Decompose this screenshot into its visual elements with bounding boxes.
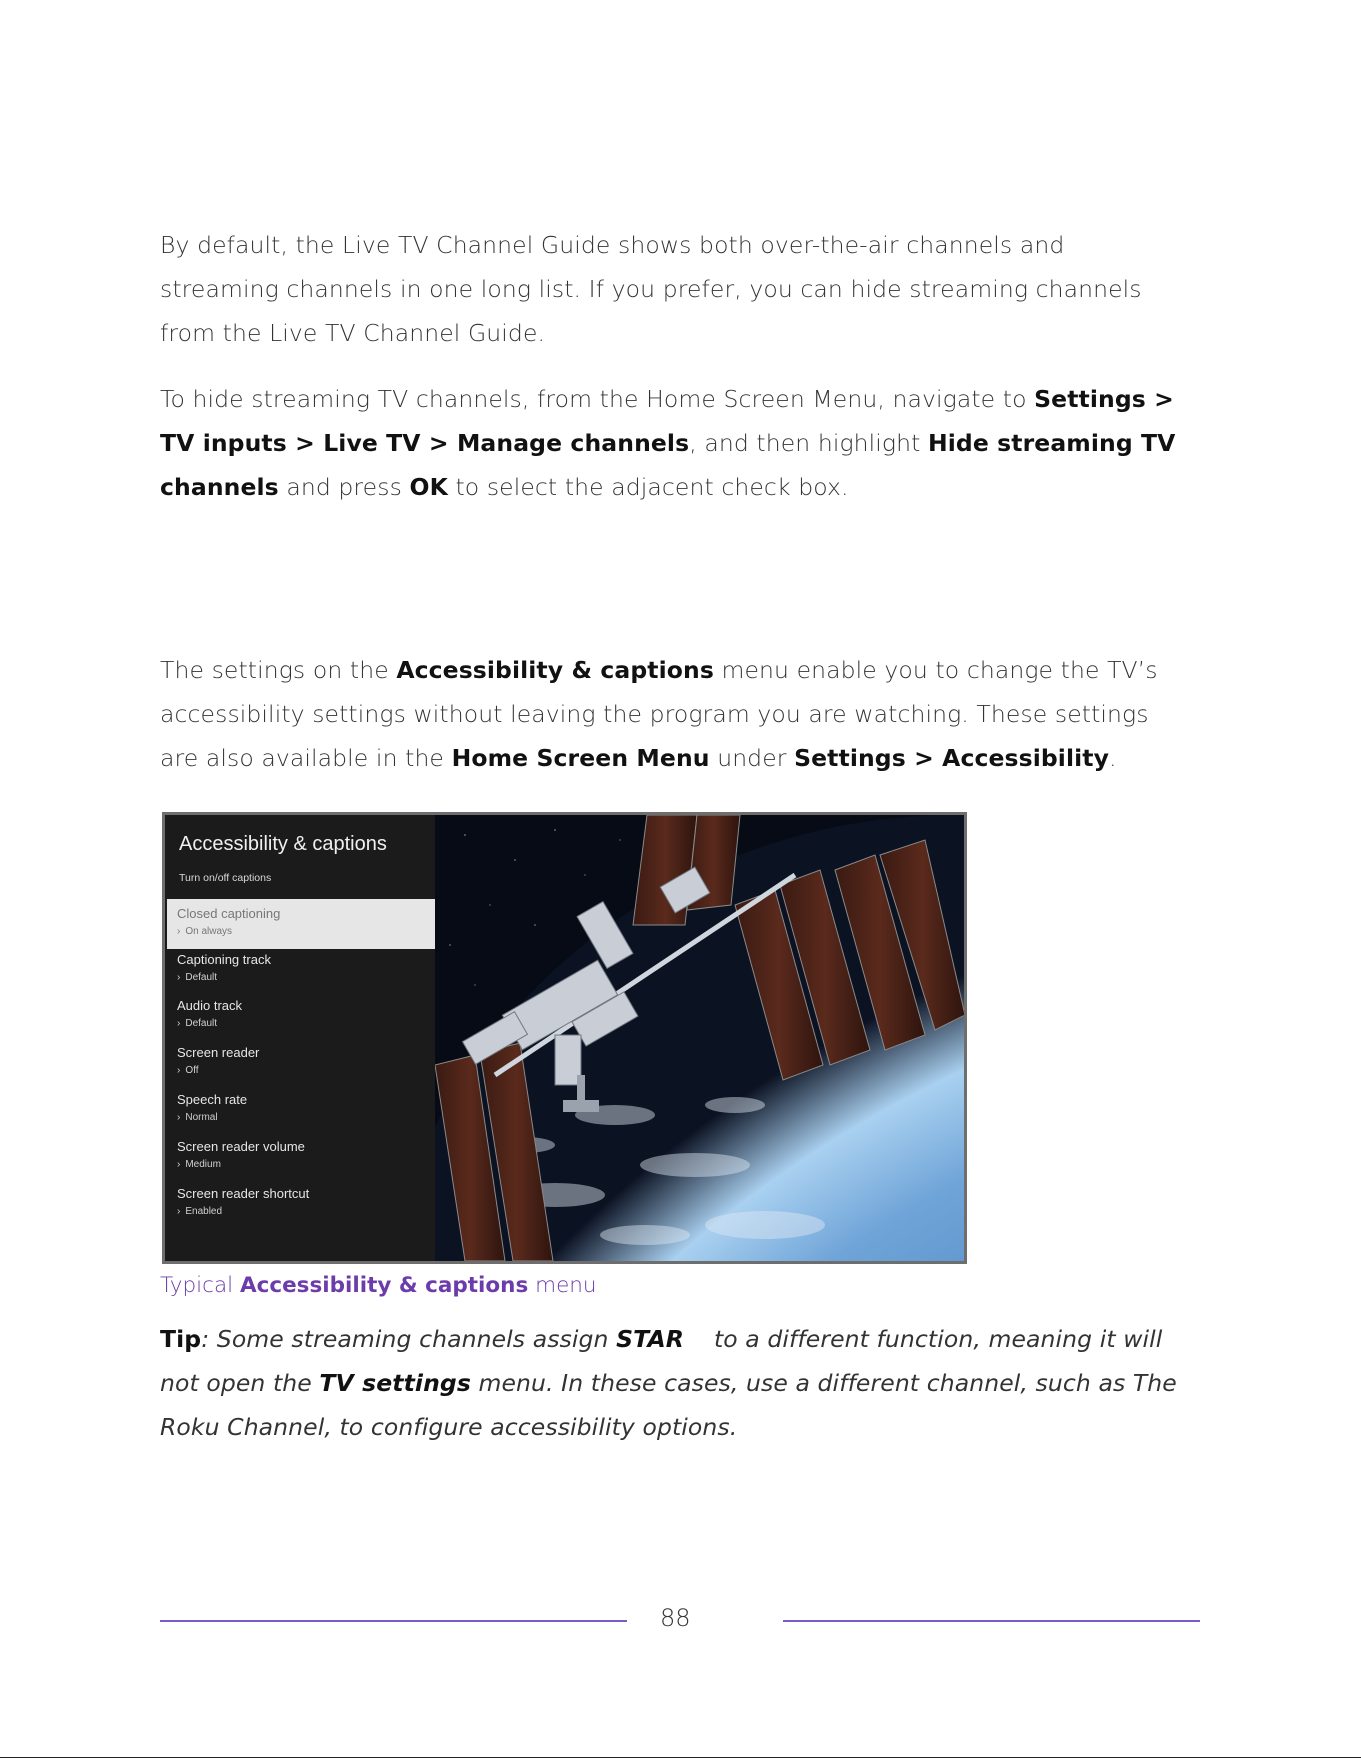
menu-item-label: Screen reader volume [177, 1139, 305, 1154]
text-run: under [709, 744, 795, 772]
menu-item-value [177, 972, 217, 983]
paragraph-accessibility [160, 648, 1200, 780]
menu-item-label: Screen reader shortcut [177, 1186, 310, 1201]
text-run: to a different function, meaning it will [713, 1325, 1163, 1353]
tv-settings-menu: TV settings [319, 1369, 471, 1397]
accessibility-menu-panel [165, 815, 435, 1261]
menu-item-value-text: Default [185, 972, 218, 983]
menu-item-captioning-track[interactable] [167, 945, 435, 995]
footer-rule-right [783, 1620, 1200, 1622]
menu-item-value-text: Enabled [185, 1206, 223, 1217]
text-run: To hide streaming TV channels, from the Home Screen Menu, navigate to [160, 385, 1035, 413]
chevron-right-icon: › [177, 1206, 181, 1217]
chevron-right-icon: › [177, 1018, 181, 1029]
menu-item-value-text: Default [185, 1018, 218, 1029]
menu-item-speech-rate[interactable] [167, 1085, 435, 1135]
tip-paragraph [160, 1317, 1200, 1449]
menu-subtitle: Turn on/off captions [179, 872, 272, 884]
space-station-image [435, 815, 967, 1261]
menu-item-closed-captioning[interactable] [167, 899, 435, 949]
text-run: not open the [160, 1369, 320, 1397]
chevron-right-icon: › [177, 1159, 181, 1170]
text-run: are also available in the [160, 744, 452, 772]
text-line: from the Live TV Channel Guide. [160, 319, 546, 347]
menu-item-screen-reader-volume[interactable] [167, 1132, 435, 1182]
text-line: streaming channels in one long list. If you prefer, you can hide streaming channels [160, 275, 1142, 303]
text-line: By default, the Live TV Channel Guide shows both over-the-air channels and [160, 231, 1065, 259]
menu-item-value-text: Medium [185, 1159, 221, 1170]
page-bottom-border [0, 1757, 1361, 1758]
menu-item-label: Captioning track [177, 952, 271, 967]
chevron-right-icon: › [177, 1065, 181, 1076]
menu-item-value [177, 1065, 199, 1076]
text-run: Typical [160, 1273, 240, 1298]
text-line: Roku Channel, to configure accessibility options. [160, 1413, 738, 1441]
menu-item-screen-reader-shortcut[interactable] [167, 1179, 435, 1229]
text-line [160, 421, 1200, 465]
chevron-right-icon: › [177, 1112, 181, 1123]
menu-title: Accessibility & captions [179, 833, 387, 855]
menu-item-value-text: Normal [185, 1112, 218, 1123]
footer-rule-left [160, 1620, 627, 1622]
menu-item-label: Closed captioning [177, 906, 281, 921]
option-hide-streaming: Hide streaming TV [928, 429, 1176, 457]
menu-item-value [177, 1206, 222, 1217]
chevron-right-icon: › [177, 972, 181, 983]
page-number: 88 [660, 1604, 691, 1632]
text-run: , and then highlight [689, 429, 928, 457]
home-screen-menu: Home Screen Menu [451, 744, 710, 772]
menu-item-screen-reader[interactable] [167, 1038, 435, 1088]
paragraph-hide-streaming [160, 377, 1200, 509]
text-line [160, 1317, 1200, 1361]
menu-item-value [177, 1159, 221, 1170]
text-run: menu enable you to change the TV’s [713, 656, 1158, 684]
text-run: The settings on the [160, 656, 397, 684]
chevron-right-icon: › [177, 926, 181, 937]
menu-item-label: Speech rate [177, 1092, 248, 1107]
text-run: to select the adjacent check box. [447, 473, 849, 501]
text-line [160, 1361, 1200, 1405]
menu-item-value-text: Off [185, 1065, 199, 1076]
paragraph-live-tv-guide [160, 223, 1200, 355]
text-run: menu. In these cases, use a different channel, such as The [470, 1369, 1177, 1397]
menu-item-value [177, 926, 232, 937]
menu-item-value [177, 1018, 217, 1029]
menu-item-audio-track[interactable] [167, 991, 435, 1041]
menu-item-value [177, 1112, 218, 1123]
option-hide-streaming-cont: channels [160, 473, 279, 501]
menu-name-accessibility: Accessibility & captions [396, 656, 714, 684]
figure-caption [160, 1273, 597, 1298]
menu-path-settings: Settings > [1034, 385, 1174, 413]
text-line [160, 377, 1200, 421]
menu-item-label: Audio track [177, 998, 243, 1013]
text-line [160, 736, 1200, 780]
tv-screenshot [162, 812, 967, 1264]
text-line [160, 648, 1200, 692]
caption-menu-name: Accessibility & captions [239, 1273, 529, 1298]
menu-item-value-text: On always [185, 926, 233, 937]
text-run: : Some streaming channels assign [201, 1325, 617, 1353]
menu-item-label: Screen reader [177, 1045, 260, 1060]
text-run: menu [528, 1273, 597, 1298]
text-line [160, 465, 1200, 509]
text-run: and press [278, 473, 410, 501]
tip-label: Tip [160, 1325, 202, 1353]
text-line: accessibility settings without leaving the program you are watching. These settings [160, 700, 1149, 728]
ok-key: OK [409, 473, 448, 501]
menu-path-manage-channels: TV inputs > Live TV > Manage channels [160, 429, 690, 457]
menu-path-accessibility: Settings > Accessibility [794, 744, 1110, 772]
text-run: . [1109, 744, 1117, 772]
star-key: STAR [616, 1325, 684, 1353]
